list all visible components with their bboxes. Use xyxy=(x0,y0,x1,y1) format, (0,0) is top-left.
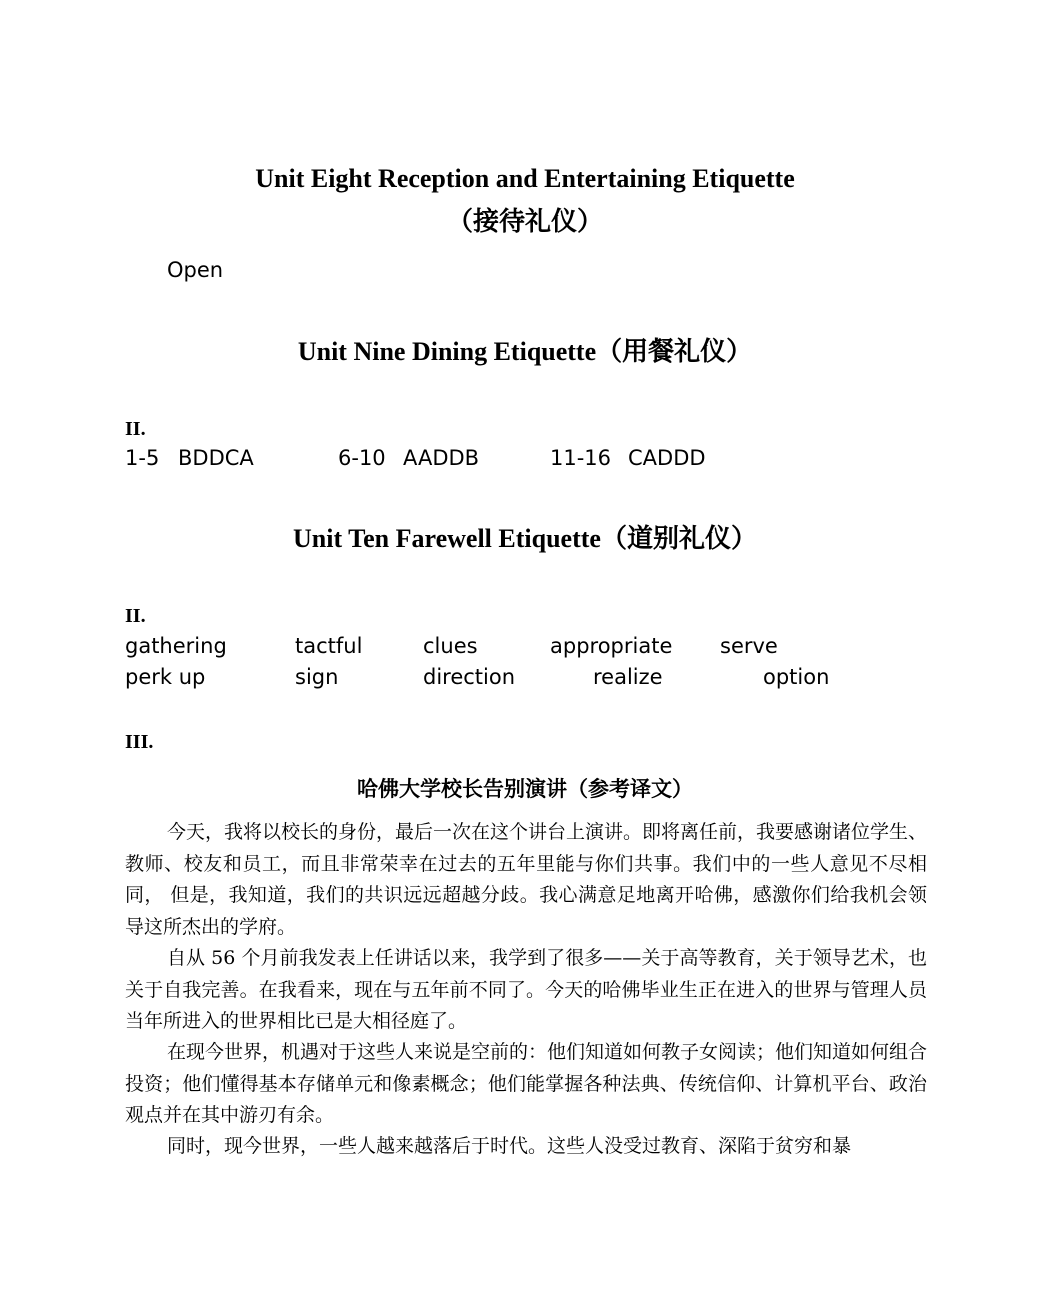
word-item: sign xyxy=(295,665,339,689)
answer-keys: CADDD xyxy=(628,446,706,470)
word-item: realize xyxy=(593,665,663,689)
word-item: tactful xyxy=(295,634,363,658)
unit-nine-title-en: Unit Nine Dining Etiquette xyxy=(297,337,597,366)
unit-ten-section2-label: II. xyxy=(125,605,146,627)
unit-ten-title xyxy=(0,518,1050,555)
translation-paragraph: 在现今世界，机遇对于这些人来说是空前的：他们知道如何教子女阅读；他们知道如何组合投资；他们懂得基本存储单元和像素概念；他们能掌握各种法典、传统信仰、计算机平台、政治观点并在其中游刃有余。 xyxy=(125,1041,928,1126)
unit-nine-title xyxy=(0,331,1050,368)
translation-paragraph: 今天，我将以校长的身份，最后一次在这个讲台上演讲。即将离任前，我要感谢诸位学生、教师、校友和员工，而且非常荣幸在过去的五年里能与你们共事。我们中的一些人意见不尽相同， 但是，我知道，我们的共识远远超越分歧。我心满意足地离开哈佛，感激你们给我机会领导这所杰出的学府。 xyxy=(125,821,928,938)
unit-ten-section3-label: III. xyxy=(125,731,154,753)
word-item: gathering xyxy=(125,634,227,658)
unit-nine-title-cn: （用餐礼仪） xyxy=(596,337,753,367)
unit-eight-note: Open xyxy=(167,258,224,282)
answer-range: 1-5 xyxy=(125,446,160,470)
translation-title: 哈佛大学校长告别演讲（参考译文） xyxy=(357,777,693,801)
unit-eight-subtitle: （接待礼仪） xyxy=(446,207,603,237)
word-item: serve xyxy=(720,634,778,658)
word-item: clues xyxy=(423,634,478,658)
word-item: option xyxy=(763,665,830,689)
answer-keys: BDDCA xyxy=(178,446,254,470)
unit-nine-section-label: II. xyxy=(125,418,146,440)
translation-paragraph: 自从 56 个月前我发表上任讲话以来，我学到了很多——关于高等教育，关于领导艺术，也关于自我完善。在我看来，现在与五年前不同了。今天的哈佛毕业生正在进入的世界与管理人员当年所进入的世界相比已是大相径庭了。 xyxy=(125,947,927,1032)
answer-range: 11-16 xyxy=(550,446,612,470)
translation-paragraph: 同时，现今世界，一些人越来越落后于时代。这些人没受过教育、深陷于贫穷和暴 xyxy=(167,1135,852,1157)
word-item: direction xyxy=(423,665,516,689)
unit-ten-title-cn: （道别礼仪） xyxy=(600,524,757,554)
unit-eight-title: Unit Eight Reception and Entertaining Etiquette xyxy=(255,164,795,193)
unit-ten-title-en: Unit Ten Farewell Etiquette xyxy=(293,524,601,553)
word-item: perk up xyxy=(125,665,206,689)
answer-range: 6-10 xyxy=(338,446,386,470)
word-item: appropriate xyxy=(550,634,673,658)
answer-keys: AADDB xyxy=(403,446,480,470)
